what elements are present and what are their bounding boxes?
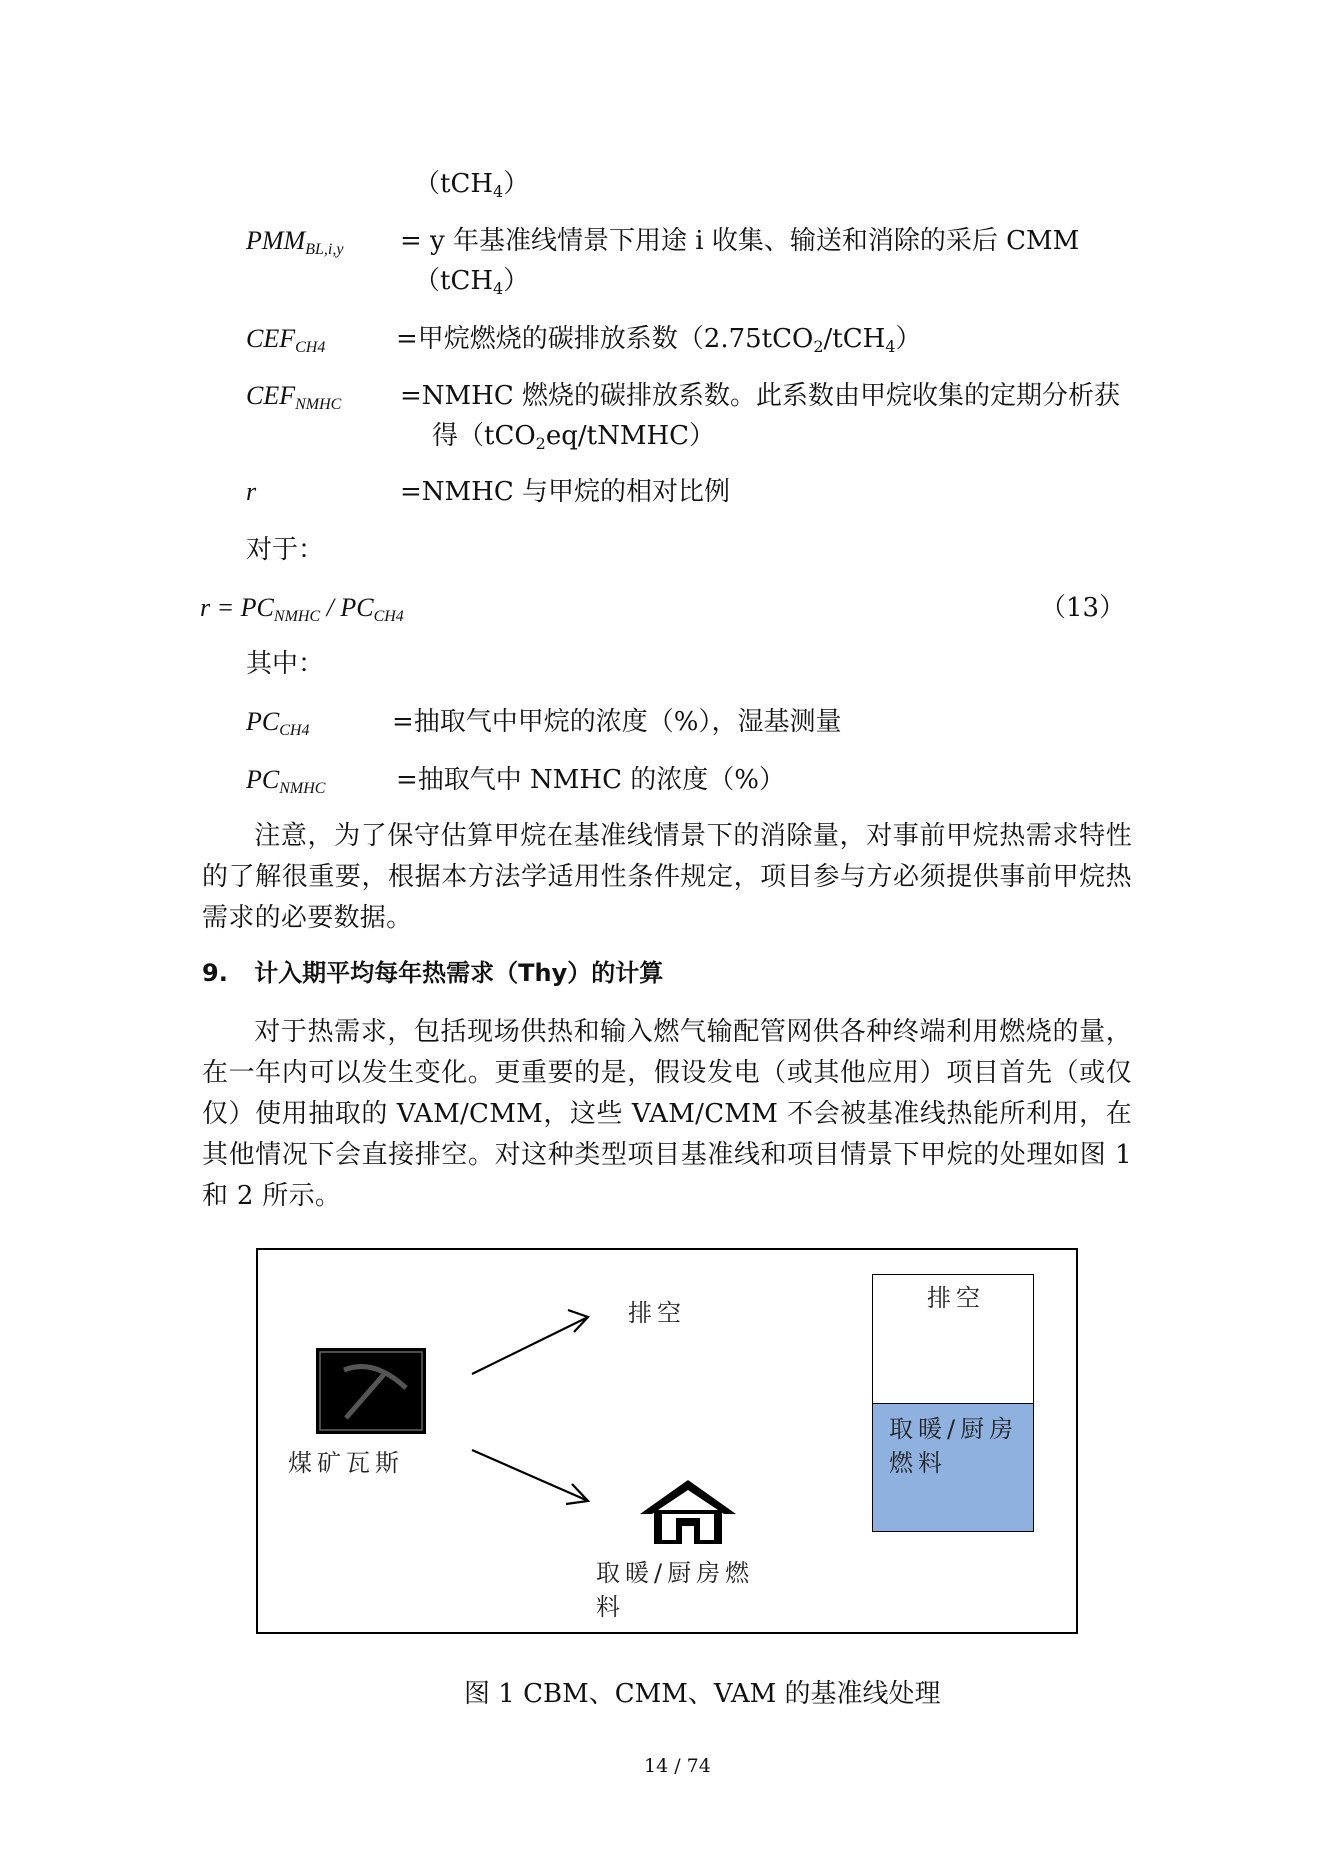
bar-bottom-label-line1: 取暖/厨房 [889, 1415, 1019, 1443]
desc-text: eq/tNMHC） [545, 421, 716, 451]
unit-subscript: 4 [493, 279, 504, 298]
vent-label: 排空 [628, 1299, 686, 1327]
cefch4-description [396, 323, 922, 363]
r-description: =NMHC 与甲烷的相对比例 [400, 477, 730, 507]
heating-label-line2: 料 [596, 1593, 625, 1621]
heating-label [596, 1556, 754, 1624]
symbol-subscript: BL,i,y [305, 241, 344, 258]
equation-number: （13） [1040, 593, 1126, 623]
symbol-main: PC [246, 707, 280, 736]
figure-caption: 图 1 CBM、CMM、VAM 的基准线处理 [464, 1679, 941, 1709]
unit-text: （tCH [414, 266, 494, 296]
pmm-description: = y 年基准线情景下用途 i 收集、输送和消除的采后 CMM [400, 226, 1080, 256]
equation-13 [200, 592, 404, 633]
bar-bottom-label-line2: 燃料 [889, 1449, 947, 1477]
pickaxe-glyph [316, 1348, 426, 1434]
desc-text: /tCH [823, 324, 886, 354]
desc-subscript: 2 [813, 337, 824, 356]
symbol-subscript: CH4 [279, 722, 310, 739]
bar-top-segment [873, 1275, 1033, 1403]
r-symbol: r [246, 477, 257, 506]
page-number: 14 / 74 [644, 1755, 711, 1777]
arrow-up-icon [468, 1300, 598, 1380]
pmm-symbol [246, 225, 343, 266]
pcnmhc-symbol [246, 764, 325, 805]
bar-bottom-label [889, 1412, 1018, 1480]
cefnmhc-description-line2 [432, 420, 715, 460]
section-heading [202, 958, 663, 988]
desc-text: ） [895, 324, 922, 354]
equation-part: / PC [320, 593, 374, 622]
pmm-unit [414, 265, 529, 305]
split-bar [872, 1274, 1034, 1532]
desc-text: =甲烷燃烧的碳排放系数（2.75tCO [396, 324, 814, 354]
equation-subscript: NMHC [273, 608, 321, 625]
equation-part: r = PC [200, 593, 274, 622]
symbol-subscript: NMHC [295, 396, 342, 413]
unit-subscript: 4 [493, 182, 504, 201]
symbol-main: PC [246, 765, 280, 794]
heating-label-line1: 取暖/厨房燃 [596, 1559, 755, 1587]
continuation-unit [414, 168, 529, 208]
pickaxe-icon [316, 1348, 426, 1434]
section-number: 9. [202, 959, 228, 987]
symbol-subscript: NMHC [279, 780, 326, 797]
symbol-main: CEF [246, 324, 296, 353]
cefnmhc-description: =NMHC 燃烧的碳排放系数。此系数由甲烷收集的定期分析获 [400, 381, 1120, 411]
pcch4-symbol [246, 706, 309, 747]
desc-text: 得（tCO [432, 421, 536, 451]
note-paragraph [202, 816, 1132, 939]
bar-top-label: 排空 [927, 1284, 985, 1312]
unit-text-end: ） [503, 266, 530, 296]
unit-text-end: ） [503, 169, 530, 199]
section-paragraph [202, 1012, 1132, 1217]
unit-text: （tCH [414, 169, 494, 199]
cefnmhc-symbol [246, 380, 341, 421]
bar-bottom-segment [873, 1403, 1033, 1531]
where-label: 其中： [246, 649, 325, 679]
cefch4-symbol [246, 323, 325, 364]
source-label: 煤矿瓦斯 [288, 1449, 404, 1477]
for-label: 对于： [246, 535, 325, 565]
section-text: 对于热需求，包括现场供热和输入燃气输配管网供各种终端利用燃烧的量，在一年内可以发生变化。更重要的是，假设发电（或其他应用）项目首先（或仅仅）使用抽取的 VAM/CMM，这些 VAM/CMM 不会被基准线热能所利用，在其他情况下会直接排空。对这种类型项目基准线和项目情景下甲烷的处理如图 1 和 2 所示。 [202, 1017, 1132, 1211]
arrow-down-icon [468, 1444, 598, 1514]
symbol-subscript: CH4 [295, 339, 326, 356]
equation-subscript: CH4 [373, 608, 404, 625]
desc-subscript: 4 [885, 337, 896, 356]
pcch4-description: =抽取气中甲烷的浓度（%），湿基测量 [392, 707, 842, 737]
symbol-main: CEF [246, 381, 296, 410]
section-title: 计入期平均每年热需求（Thy）的计算 [254, 959, 664, 987]
house-icon [638, 1478, 738, 1546]
figure-frame [256, 1248, 1078, 1634]
symbol-main: PMM [246, 226, 306, 255]
desc-subscript: 2 [535, 434, 546, 453]
note-text: 注意，为了保守估算甲烷在基准线情景下的消除量，对事前甲烷热需求特性的了解很重要，根据本方法学适用性条件规定，项目参与方必须提供事前甲烷热需求的必要数据。 [202, 821, 1132, 933]
pcnmhc-description: =抽取气中 NMHC 的浓度（%） [396, 765, 785, 795]
